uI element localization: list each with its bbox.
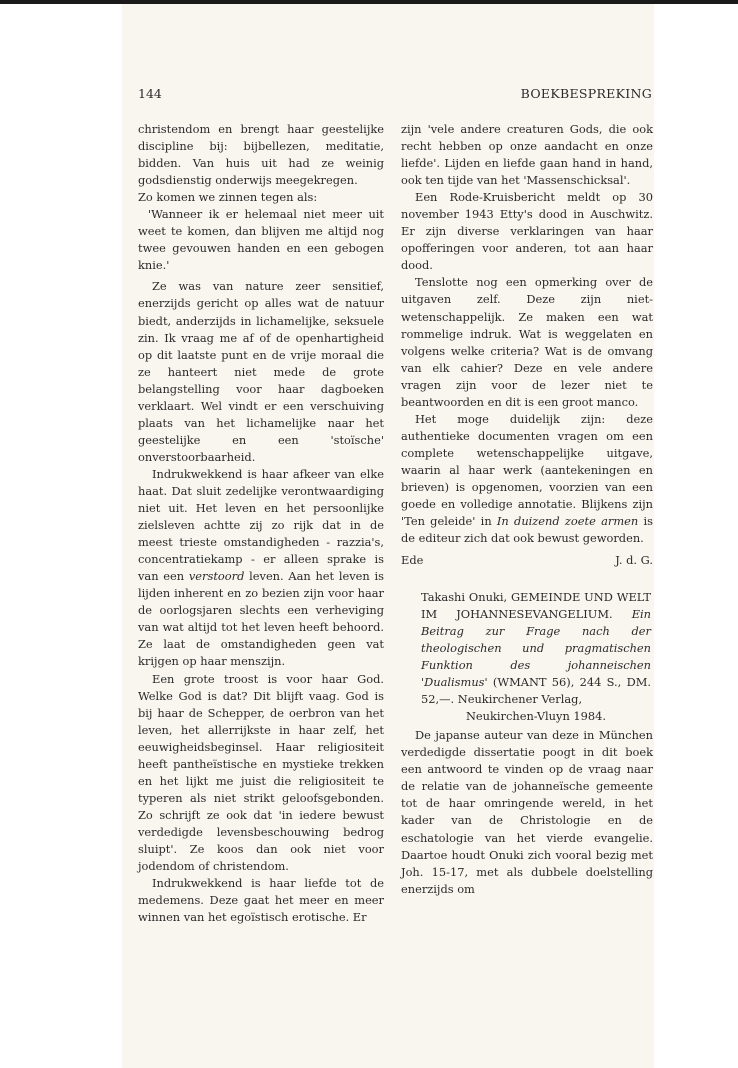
review-subtitle: Ein Beitrag zur Frage nach der theologischen und pragmatischen Funktion des johanneischen 'Dualismus' [421, 607, 651, 690]
right-column [401, 121, 653, 898]
running-head: BOEKBESPREKING [520, 86, 652, 101]
paragraph: christendom en brengt haar geestelijke discipline bij: bijbellezen, meditatie, bidden. Van huis uit had ze weinig godsdienstig onderwijs meegekregen. [138, 122, 384, 188]
review-author-title: Takashi Onuki, GEMEINDE UND WELT IM JOHANNESEVANGELIUM. [421, 590, 651, 622]
paragraph: zijn 'vele andere creaturen Gods, die ook recht hebben op onze aandacht en onze liefde'. Lijden en liefde gaan hand in hand, ook ten tijde van het 'Massenschicksal'. [401, 122, 653, 188]
block-quote: 'Wanneer ik er helemaal niet meer uit weet te komen, dan blijven me altijd nog twee gevouwen handen en een gebogen knie.' [138, 207, 384, 273]
review-details: (WMANT 56), 244 S., DM. 52,—. Neukirchener Verlag, [421, 675, 651, 707]
paragraph: De japanse auteur van deze in München verdedigde dissertatie poogt in dit boek een antwoord te vinden op de vraag naar de relatie van de johanneïsche gemeente tot de haar omringende wereld, in het kader van de Christologie en de eschatologie van het vierde evangelie. Daartoe houdt Onuki zich vooral bezig met Joh. 15-17, met als dubbele doelstelling enerzijds om [401, 728, 653, 896]
book-title: In duizend zoete armen [496, 514, 639, 529]
left-column [138, 121, 384, 926]
paragraph: Het moge duidelijk zijn: deze authentieke documenten vragen om een complete wetenschappelijke uitgave, waarin al haar werk (aantekeningen en brieven) is opgenomen, voorzien van een goede en volledige annotatie. Blijkens zijn 'Ten geleide' in In duizend zoete armen is de editeur zich dat ook bewust geworden. [401, 411, 653, 546]
review-heading [401, 589, 653, 725]
review-publisher-place: Neukirchen-Vluyn 1984. [465, 709, 607, 724]
signature-place: Ede [401, 553, 424, 568]
signature-line [401, 552, 653, 569]
paragraph: Indrukwekkend is haar afkeer van elke haat. Dat sluit zedelijke verontwaardiging niet uit. Het leven en het persoonlijke zielsleven achtte zij zo rijk dat in de meest trieste omstandigheden - razzia's, concentratiekamp - er alleen sprake is van een verstoord leven. Aan het leven is lijden inherent en zo bezien zijn voor haar de oorlogsjaren slechts een verheviging van wat altijd tot het leven heeft behoord. Ze laat de omstandigheden geen vat krijgen op haar menszijn. [138, 466, 384, 669]
paragraph: Ze was van nature zeer sensitief, enerzijds gericht op alles wat de natuur biedt, anderzijds in lichamelijke, seksuele zin. Ik vraag me af of de openhartigheid op dit laatste punt en de vrije moraal die ze hanteert niet mede de grote belangstelling voor haar dagboeken verklaart. Wel vindt er een verschuiving plaats van het lichamelijke naar het geestelijke en een 'stoïsche' onverstoorbaarheid. [138, 279, 384, 464]
page-number: 144 [138, 86, 162, 101]
emphasis: verstoord [188, 569, 245, 584]
paragraph: Een Rode-Kruisbericht meldt op 30 november 1943 Etty's dood in Auschwitz. Er zijn diverse verklaringen van haar opofferingen voor anderen, tot aan haar dood. [401, 190, 653, 273]
paragraph: Zo komen we zinnen tegen als: [138, 190, 318, 205]
signature-initials: J. d. G. [615, 553, 653, 568]
paragraph: Een grote troost is voor haar God. Welke God is dat? Dit blijft vaag. God is bij haar de Schepper, de oerbron van het leven, het allerrijkste in haar zelf, het eeuwigheidsbeginsel. Haar religiositeit heeft pantheïstische en mystieke trekken en het lijkt me juist die religiositeit te typeren als niet strikt geloofsgebonden. Zo schrijft ze ook dat 'in iedere bewust verdedigde levensbeschouwing bedrog sluipt'. Ze koos dan ook niet voor jodendom of christendom. [138, 671, 384, 874]
page-header [138, 86, 652, 106]
paragraph: Tenslotte nog een opmerking over de uitgaven zelf. Deze zijn niet-wetenschappelijk. Ze maken een wat rommelige indruk. Wat is weggelaten en volgens welke criteria? Wat is de omvang van elk cahier? Deze en vele andere vragen zijn voor de lezer niet te beantwoorden en dit is een groot manco. [401, 275, 653, 409]
paragraph: Indrukwekkend is haar liefde tot de medemens. Deze gaat het meer en meer winnen van het egoïstisch erotische. Er [138, 876, 384, 925]
